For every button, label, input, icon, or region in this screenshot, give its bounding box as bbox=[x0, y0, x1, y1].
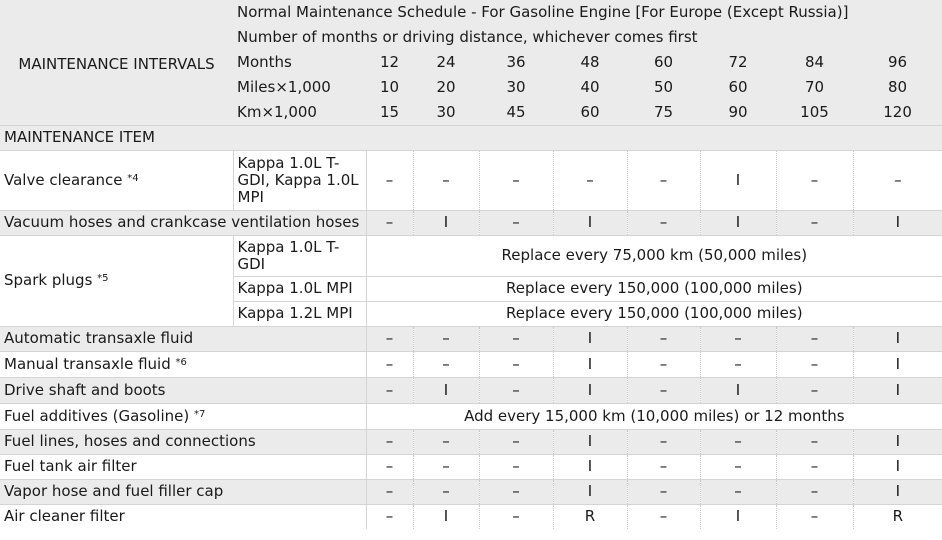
schedule-cell: I bbox=[553, 351, 627, 377]
table-row bbox=[0, 429, 942, 454]
schedule-cell: – bbox=[776, 479, 853, 504]
engine-label: Kappa 1.0L T-GDI, Kappa 1.0L MPI bbox=[233, 150, 366, 210]
interval-cell: 75 bbox=[627, 100, 700, 125]
footnote-ref: *6 bbox=[175, 356, 187, 368]
schedule-cell: – bbox=[553, 150, 627, 210]
schedule-cell: I bbox=[853, 479, 942, 504]
schedule-cell: – bbox=[627, 210, 700, 235]
schedule-cell: – bbox=[413, 479, 479, 504]
schedule-cell: I bbox=[553, 210, 627, 235]
interval-cell: 30 bbox=[479, 75, 553, 100]
item-name: Fuel tank air filter bbox=[0, 454, 366, 479]
replace-interval-text: Replace every 150,000 (100,000 miles) bbox=[366, 276, 942, 301]
schedule-cell: – bbox=[627, 504, 700, 529]
schedule-cell: – bbox=[366, 351, 413, 377]
footnote-ref: *7 bbox=[193, 408, 206, 420]
schedule-cell: – bbox=[479, 150, 553, 210]
item-name: Fuel lines, hoses and connections bbox=[0, 429, 366, 454]
replace-interval-text: Replace every 75,000 km (50,000 miles) bbox=[366, 235, 942, 276]
table-row bbox=[0, 210, 942, 235]
header-subtitle-row bbox=[0, 25, 942, 50]
schedule-cell: I bbox=[853, 454, 942, 479]
schedule-title: Normal Maintenance Schedule - For Gasoline Engine [For Europe (Except Russia)] bbox=[233, 0, 942, 25]
maintenance-item-label: MAINTENANCE ITEM bbox=[0, 125, 942, 150]
maintenance-item-header-row bbox=[0, 125, 942, 150]
schedule-cell: – bbox=[479, 210, 553, 235]
table-row bbox=[0, 504, 942, 529]
maintenance-intervals-label: MAINTENANCE INTERVALS bbox=[0, 25, 233, 125]
schedule-cell: – bbox=[700, 479, 776, 504]
km-label: Km×1,000 bbox=[233, 100, 366, 125]
engine-label: Kappa 1.0L MPI bbox=[233, 276, 366, 301]
interval-cell: 36 bbox=[479, 50, 553, 75]
interval-cell: 24 bbox=[413, 50, 479, 75]
table-row bbox=[0, 454, 942, 479]
interval-cell: 120 bbox=[853, 100, 942, 125]
item-name: Automatic transaxle fluid bbox=[0, 326, 366, 351]
schedule-cell: – bbox=[776, 454, 853, 479]
schedule-cell: – bbox=[366, 326, 413, 351]
schedule-subtitle: Number of months or driving distance, whichever comes first bbox=[233, 25, 942, 50]
footnote-ref: *5 bbox=[97, 273, 109, 284]
interval-cell: 96 bbox=[853, 50, 942, 75]
interval-cell: 20 bbox=[413, 75, 479, 100]
interval-cell: 70 bbox=[776, 75, 853, 100]
table-row bbox=[0, 377, 942, 403]
schedule-cell: I bbox=[553, 454, 627, 479]
schedule-cell: – bbox=[479, 429, 553, 454]
schedule-cell: – bbox=[627, 150, 700, 210]
schedule-cell: – bbox=[700, 454, 776, 479]
interval-cell: 12 bbox=[366, 50, 413, 75]
schedule-cell: – bbox=[627, 454, 700, 479]
interval-cell: 50 bbox=[627, 75, 700, 100]
schedule-cell: I bbox=[553, 377, 627, 403]
item-name: Manual transaxle fluid $^{*6}$ bbox=[0, 351, 366, 377]
schedule-cell: I bbox=[413, 504, 479, 529]
table-row bbox=[0, 403, 942, 429]
schedule-cell: I bbox=[700, 210, 776, 235]
table-row bbox=[0, 479, 942, 504]
schedule-cell: R bbox=[553, 504, 627, 529]
schedule-cell: – bbox=[627, 326, 700, 351]
schedule-cell: R bbox=[853, 504, 942, 529]
table-row bbox=[0, 235, 942, 276]
interval-cell: 48 bbox=[553, 50, 627, 75]
interval-cell: 30 bbox=[413, 100, 479, 125]
schedule-cell: – bbox=[479, 504, 553, 529]
schedule-cell: – bbox=[776, 377, 853, 403]
schedule-cell: – bbox=[479, 479, 553, 504]
interval-cell: 60 bbox=[627, 50, 700, 75]
schedule-cell: – bbox=[853, 150, 942, 210]
schedule-cell: I bbox=[553, 326, 627, 351]
header-corner bbox=[0, 0, 233, 25]
miles-label: Miles×1,000 bbox=[233, 75, 366, 100]
schedule-cell: I bbox=[700, 504, 776, 529]
schedule-cell: I bbox=[853, 429, 942, 454]
schedule-cell: – bbox=[366, 429, 413, 454]
interval-cell: 90 bbox=[700, 100, 776, 125]
item-name: Spark plugs $^{*5}$ bbox=[0, 235, 233, 326]
schedule-cell: I bbox=[853, 210, 942, 235]
schedule-cell: – bbox=[479, 326, 553, 351]
schedule-cell: – bbox=[366, 454, 413, 479]
interval-cell: 80 bbox=[853, 75, 942, 100]
schedule-cell: I bbox=[413, 210, 479, 235]
engine-label: Kappa 1.0L T-GDI bbox=[233, 235, 366, 276]
schedule-cell: – bbox=[627, 429, 700, 454]
schedule-cell: – bbox=[413, 429, 479, 454]
schedule-cell: I bbox=[853, 351, 942, 377]
schedule-cell: – bbox=[776, 351, 853, 377]
table-row bbox=[0, 326, 942, 351]
interval-cell: 60 bbox=[700, 75, 776, 100]
header-title-row bbox=[0, 0, 942, 25]
schedule-cell: – bbox=[776, 150, 853, 210]
replace-interval-text: Replace every 150,000 (100,000 miles) bbox=[366, 301, 942, 326]
interval-cell: 84 bbox=[776, 50, 853, 75]
engine-label: Kappa 1.2L MPI bbox=[233, 301, 366, 326]
schedule-cell: – bbox=[479, 351, 553, 377]
interval-cell: 60 bbox=[553, 100, 627, 125]
interval-cell: 45 bbox=[479, 100, 553, 125]
schedule-cell: – bbox=[366, 150, 413, 210]
schedule-cell: – bbox=[413, 150, 479, 210]
table-row bbox=[0, 150, 942, 210]
interval-cell: 40 bbox=[553, 75, 627, 100]
schedule-cell: – bbox=[776, 504, 853, 529]
schedule-cell: – bbox=[776, 210, 853, 235]
interval-cell: 15 bbox=[366, 100, 413, 125]
interval-cell: 105 bbox=[776, 100, 853, 125]
schedule-cell: – bbox=[627, 377, 700, 403]
schedule-cell: – bbox=[776, 326, 853, 351]
schedule-cell: – bbox=[700, 326, 776, 351]
schedule-cell: I bbox=[553, 479, 627, 504]
schedule-cell: I bbox=[553, 429, 627, 454]
item-name: Fuel additives (Gasoline) $^{*7}$ bbox=[0, 403, 366, 429]
schedule-cell: – bbox=[366, 504, 413, 529]
schedule-cell: I bbox=[853, 326, 942, 351]
add-interval-text: Add every 15,000 km (10,000 miles) or 12 months bbox=[366, 403, 942, 429]
schedule-cell: – bbox=[413, 351, 479, 377]
schedule-cell: – bbox=[479, 377, 553, 403]
footnote-ref: *4 bbox=[127, 172, 139, 184]
months-label: Months bbox=[233, 50, 366, 75]
schedule-cell: I bbox=[700, 150, 776, 210]
item-name: Vacuum hoses and crankcase ventilation hoses bbox=[0, 210, 366, 235]
schedule-cell: – bbox=[776, 429, 853, 454]
schedule-cell: – bbox=[627, 479, 700, 504]
item-name: Vapor hose and fuel filler cap bbox=[0, 479, 366, 504]
schedule-cell: – bbox=[627, 351, 700, 377]
schedule-cell: I bbox=[413, 377, 479, 403]
schedule-cell: – bbox=[700, 429, 776, 454]
schedule-cell: – bbox=[366, 479, 413, 504]
schedule-cell: – bbox=[366, 210, 413, 235]
schedule-cell: – bbox=[479, 454, 553, 479]
schedule-cell: I bbox=[853, 377, 942, 403]
schedule-cell: – bbox=[413, 454, 479, 479]
schedule-cell: – bbox=[700, 351, 776, 377]
table-row bbox=[0, 351, 942, 377]
schedule-cell: – bbox=[413, 326, 479, 351]
interval-cell: 10 bbox=[366, 75, 413, 100]
schedule-cell: I bbox=[700, 377, 776, 403]
item-name: Drive shaft and boots bbox=[0, 377, 366, 403]
schedule-cell: – bbox=[366, 377, 413, 403]
item-name: Valve clearance $^{*4}$ bbox=[0, 150, 233, 210]
item-name: Air cleaner filter bbox=[0, 504, 366, 529]
interval-cell: 72 bbox=[700, 50, 776, 75]
